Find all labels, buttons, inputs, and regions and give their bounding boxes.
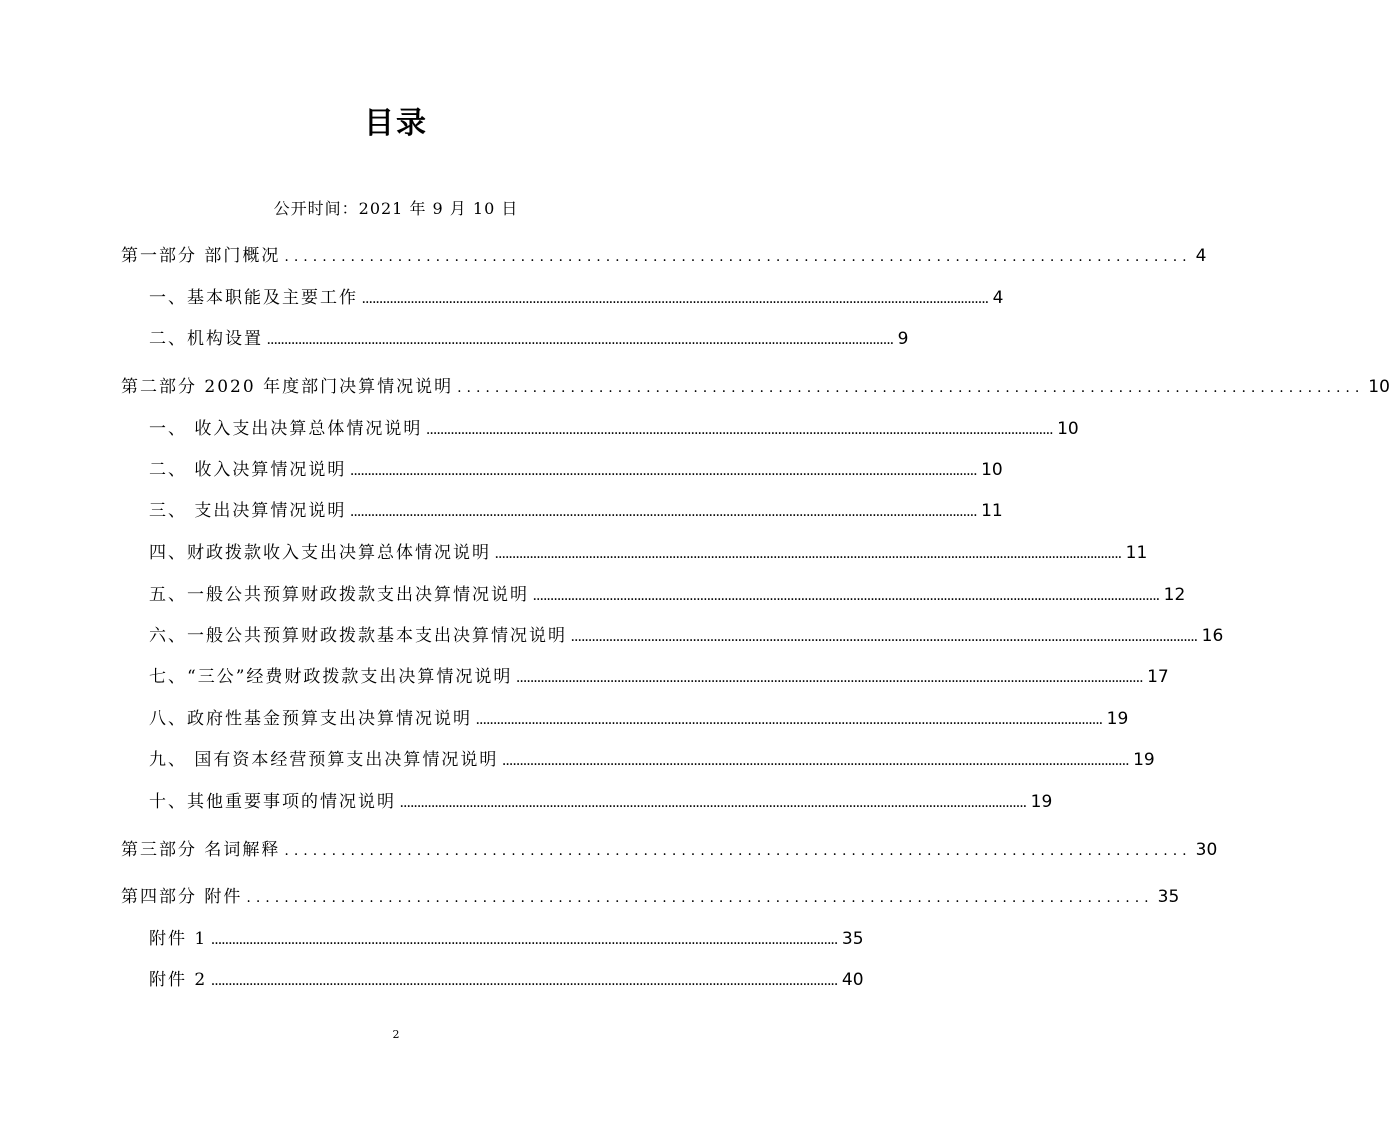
toc-leader: .................................................................................................................................................................................... bbox=[267, 336, 894, 347]
toc-entry[interactable] bbox=[149, 500, 1003, 525]
toc-entry[interactable] bbox=[149, 584, 1186, 609]
toc-entry[interactable] bbox=[149, 791, 1053, 816]
toc-entry[interactable] bbox=[121, 376, 1390, 399]
toc-leader: .................................................................................................................................................................................... bbox=[516, 674, 1144, 685]
toc-entry[interactable] bbox=[149, 928, 864, 953]
toc-entry[interactable] bbox=[149, 708, 1129, 733]
toc-entry-label: 十、其他重要事项的情况说明 bbox=[149, 792, 396, 812]
toc-leader: .................................................................................................................................................................................... bbox=[211, 977, 838, 988]
toc-entry-label: 第四部分 附件 bbox=[121, 887, 243, 907]
toc-entry[interactable] bbox=[149, 969, 864, 994]
toc-entry-page: 19 bbox=[1133, 750, 1155, 770]
toc-entry-label: 一、 收入支出决算总体情况说明 bbox=[149, 419, 423, 439]
toc-entry-page: 19 bbox=[1030, 792, 1053, 812]
toc-entry-page: 9 bbox=[897, 329, 909, 349]
toc-entry-label: 三、 支出决算情况说明 bbox=[149, 501, 347, 521]
toc-entry-label: 七、“三公”经费财政拨款支出决算情况说明 bbox=[149, 667, 513, 687]
toc-leader: ................................................................................................ bbox=[284, 249, 1192, 265]
toc-entry-label: 九、 国有资本经营预算支出决算情况说明 bbox=[149, 750, 499, 770]
toc-entry-label: 八、政府性基金预算支出决算情况说明 bbox=[149, 709, 472, 729]
toc-entry-page: 10 bbox=[981, 460, 1003, 480]
toc-entry-page: 11 bbox=[1125, 543, 1148, 563]
toc-entry-label: 附件 2 bbox=[149, 970, 208, 990]
toc-leader: .................................................................................................................................................................................... bbox=[533, 592, 1160, 603]
toc-leader: ................................................................................................ bbox=[457, 380, 1365, 396]
toc-entry-label: 六、一般公共预算财政拨款基本支出决算情况说明 bbox=[149, 626, 567, 646]
toc-entry-label: 第三部分 名词解释 bbox=[121, 840, 281, 860]
toc-entry[interactable] bbox=[149, 459, 1003, 484]
toc-leader: .................................................................................................................................................................................... bbox=[350, 467, 978, 478]
toc-entry-page: 30 bbox=[1195, 840, 1218, 860]
toc-entry[interactable] bbox=[149, 625, 1224, 650]
toc-entry-label: 五、一般公共预算财政拨款支出决算情况说明 bbox=[149, 585, 529, 605]
toc-entry-page: 4 bbox=[1195, 246, 1207, 266]
page-title: 目录 bbox=[364, 106, 428, 141]
toc-leader: .................................................................................................................................................................................... bbox=[476, 716, 1103, 727]
toc-entry-page: 35 bbox=[841, 929, 864, 949]
toc-leader: .................................................................................................................................................................................... bbox=[571, 633, 1198, 644]
toc-leader: ................................................................................................ bbox=[246, 890, 1154, 906]
toc-entry-page: 19 bbox=[1106, 709, 1129, 729]
toc-entry-page: 10 bbox=[1057, 419, 1079, 439]
toc-leader: .................................................................................................................................................................................... bbox=[350, 508, 978, 519]
toc-entry-page: 35 bbox=[1157, 887, 1180, 907]
toc-entry-label: 第一部分 部门概况 bbox=[121, 246, 281, 266]
page-number: 2 bbox=[392, 1028, 400, 1041]
toc-entry-page: 16 bbox=[1201, 626, 1224, 646]
toc-entry[interactable] bbox=[149, 418, 1079, 443]
toc-entry-label: 二、 收入决算情况说明 bbox=[149, 460, 347, 480]
toc-entry-page: 4 bbox=[992, 288, 1004, 308]
toc-entry-page: 10 bbox=[1368, 377, 1390, 397]
toc-entry[interactable] bbox=[121, 839, 1218, 862]
toc-entry-label: 第二部分 2020 年度部门决算情况说明 bbox=[121, 377, 454, 397]
toc-leader: .................................................................................................................................................................................... bbox=[211, 936, 838, 947]
toc-leader: .................................................................................................................................................................................... bbox=[502, 757, 1130, 768]
toc-entry-page: 11 bbox=[981, 501, 1003, 521]
toc-leader: .................................................................................................................................................................................... bbox=[362, 295, 989, 306]
toc-leader: ................................................................................................ bbox=[284, 843, 1192, 859]
toc-entry[interactable] bbox=[149, 287, 1004, 312]
toc-entry-label: 附件 1 bbox=[149, 929, 208, 949]
toc-entry[interactable] bbox=[149, 666, 1169, 691]
toc-entry-label: 一、基本职能及主要工作 bbox=[149, 288, 358, 308]
toc-leader: .................................................................................................................................................................................... bbox=[495, 550, 1122, 561]
toc-entry[interactable] bbox=[149, 542, 1148, 567]
toc-leader: .................................................................................................................................................................................... bbox=[426, 426, 1054, 437]
toc-entry-label: 二、机构设置 bbox=[149, 329, 263, 349]
toc-entry-page: 17 bbox=[1147, 667, 1169, 687]
publish-date: 公开时间：2021 年 9 月 10 日 bbox=[273, 199, 519, 218]
toc-entry[interactable] bbox=[149, 749, 1155, 774]
toc-entry[interactable] bbox=[121, 245, 1207, 268]
toc-entry[interactable] bbox=[121, 886, 1180, 909]
toc-entry-label: 四、财政拨款收入支出决算总体情况说明 bbox=[149, 543, 491, 563]
toc-leader: .................................................................................................................................................................................... bbox=[400, 799, 1027, 810]
toc-entry-page: 12 bbox=[1163, 585, 1186, 605]
toc-entry-page: 40 bbox=[841, 970, 864, 990]
toc-entry[interactable] bbox=[149, 328, 909, 353]
